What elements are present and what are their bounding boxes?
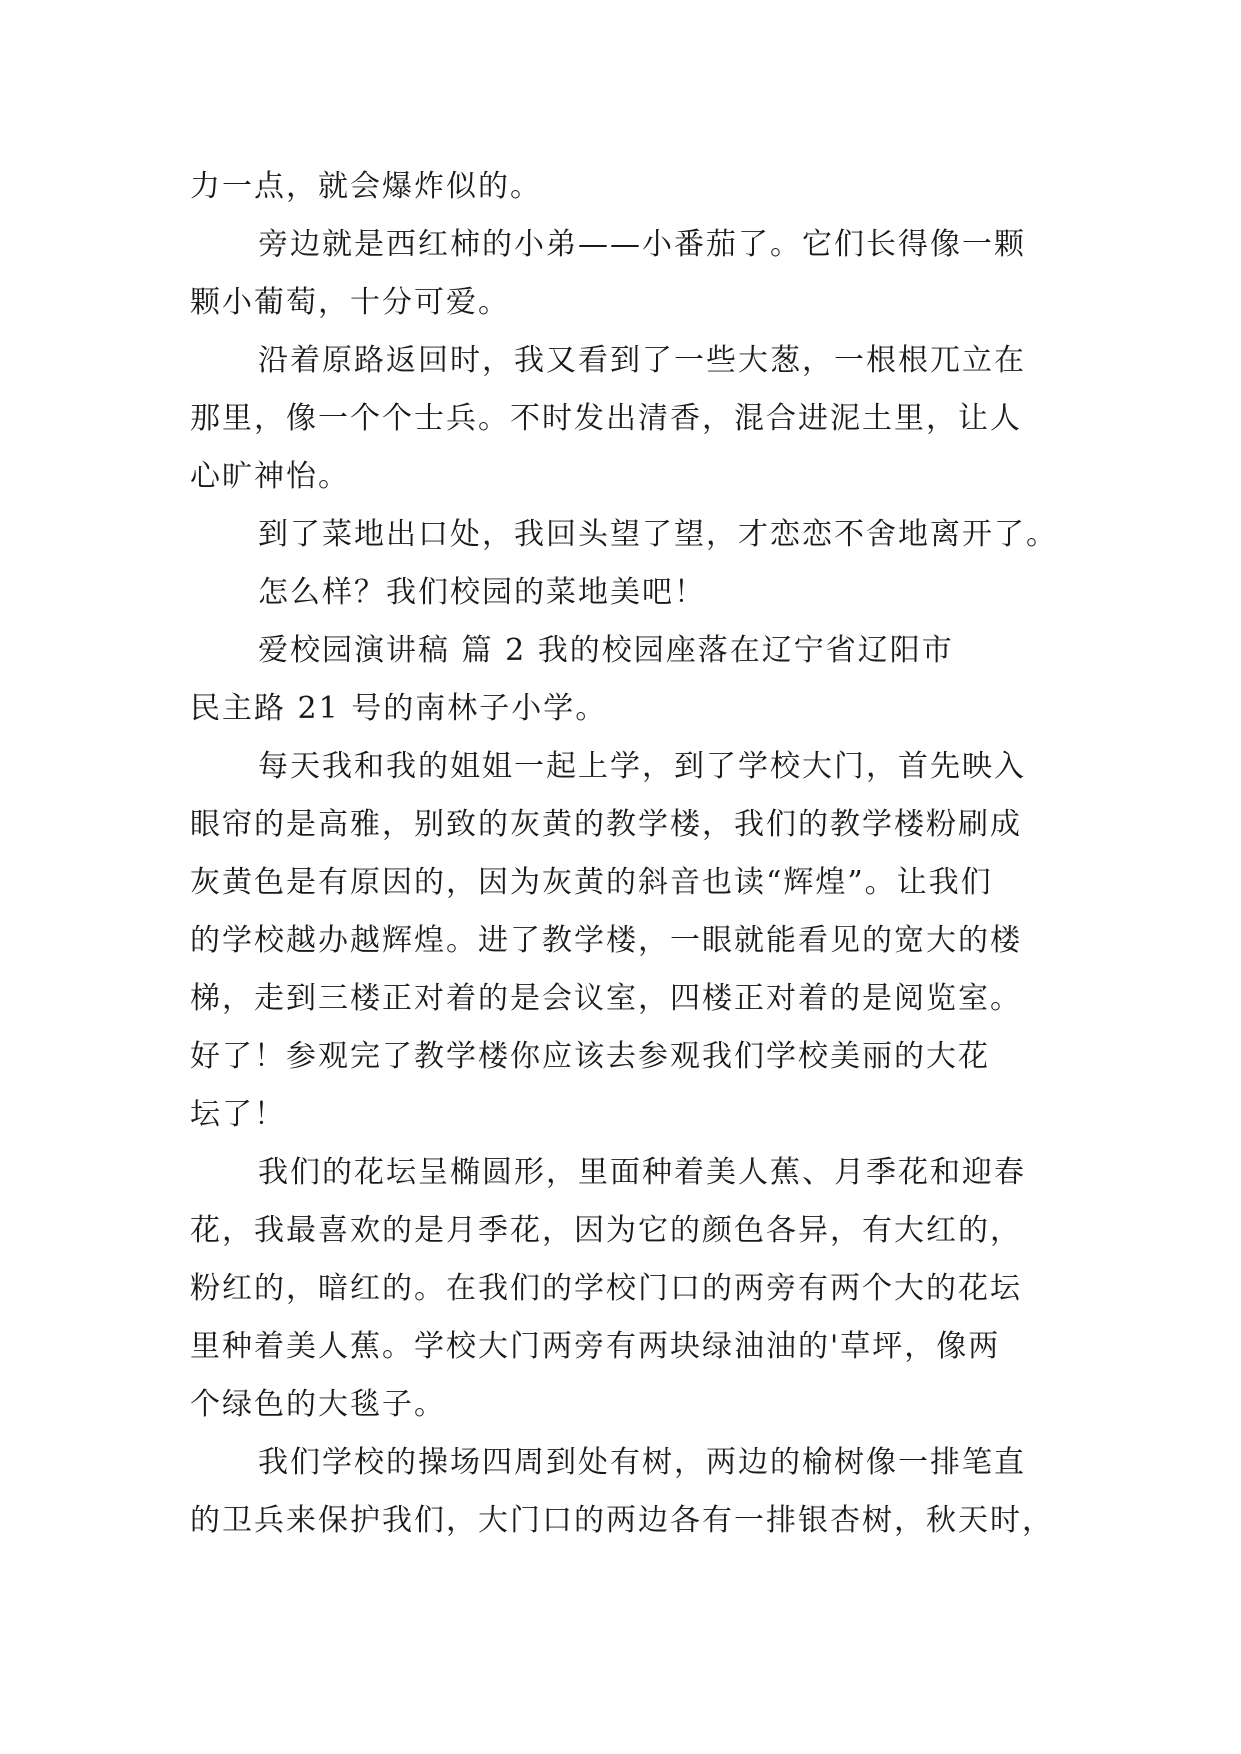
text-line: 到了菜地出口处，我回头望了望，才恋恋不舍地离开了。 [258, 517, 1058, 552]
text-line: 灰黄色是有原因的，因为灰黄的斜音也读“辉煌”。让我们 [190, 865, 993, 900]
text-line: 怎么样？我们校园的菜地美吧！ [258, 575, 706, 610]
text-line: 的学校越办越辉煌。进了教学楼，一眼就能看见的宽大的楼 [190, 923, 1022, 958]
text-line: 每天我和我的姐姐一起上学，到了学校大门，首先映入 [258, 749, 1026, 784]
text-line: 力一点，就会爆炸似的。 [190, 169, 542, 204]
text-line: 坛了！ [190, 1097, 286, 1132]
text-line: 的卫兵来保护我们，大门口的两边各有一排银杏树，秋天时， [190, 1503, 1054, 1538]
text-line: 颗小葡萄，十分可爱。 [190, 285, 510, 320]
text-line: 里种着美人蕉。学校大门两旁有两块绿油油的'草坪，像两 [190, 1329, 1001, 1364]
text-line: 眼帘的是高雅，别致的灰黄的教学楼，我们的教学楼粉刷成 [190, 807, 1022, 842]
text-line: 个绿色的大毯子。 [190, 1387, 446, 1422]
text-line: 爱校园演讲稿 篇 2 我的校园座落在辽宁省辽阳市 [258, 633, 954, 668]
text-line: 花，我最喜欢的是月季花，因为它的颜色各异，有大红的， [190, 1213, 1022, 1248]
text-line: 心旷神怡。 [190, 459, 350, 494]
text-line: 旁边就是西红柿的小弟——小番茄了。它们长得像一颗 [258, 227, 1026, 262]
text-line: 粉红的，暗红的。在我们的学校门口的两旁有两个大的花坛 [190, 1271, 1022, 1306]
text-line: 民主路 21 号的南林子小学。 [190, 691, 608, 726]
document-body [190, 158, 1060, 1550]
text-line: 好了！参观完了教学楼你应该去参观我们学校美丽的大花 [190, 1039, 990, 1074]
text-line: 我们的花坛呈椭圆形，里面种着美人蕉、月季花和迎春 [258, 1155, 1026, 1190]
text-line: 沿着原路返回时，我又看到了一些大葱，一根根兀立在 [258, 343, 1026, 378]
text-line: 我们学校的操场四周到处有树，两边的榆树像一排笔直 [258, 1445, 1026, 1480]
text-line: 那里，像一个个士兵。不时发出清香，混合进泥土里，让人 [190, 401, 1022, 436]
text-line: 梯，走到三楼正对着的是会议室，四楼正对着的是阅览室。 [190, 981, 1022, 1016]
